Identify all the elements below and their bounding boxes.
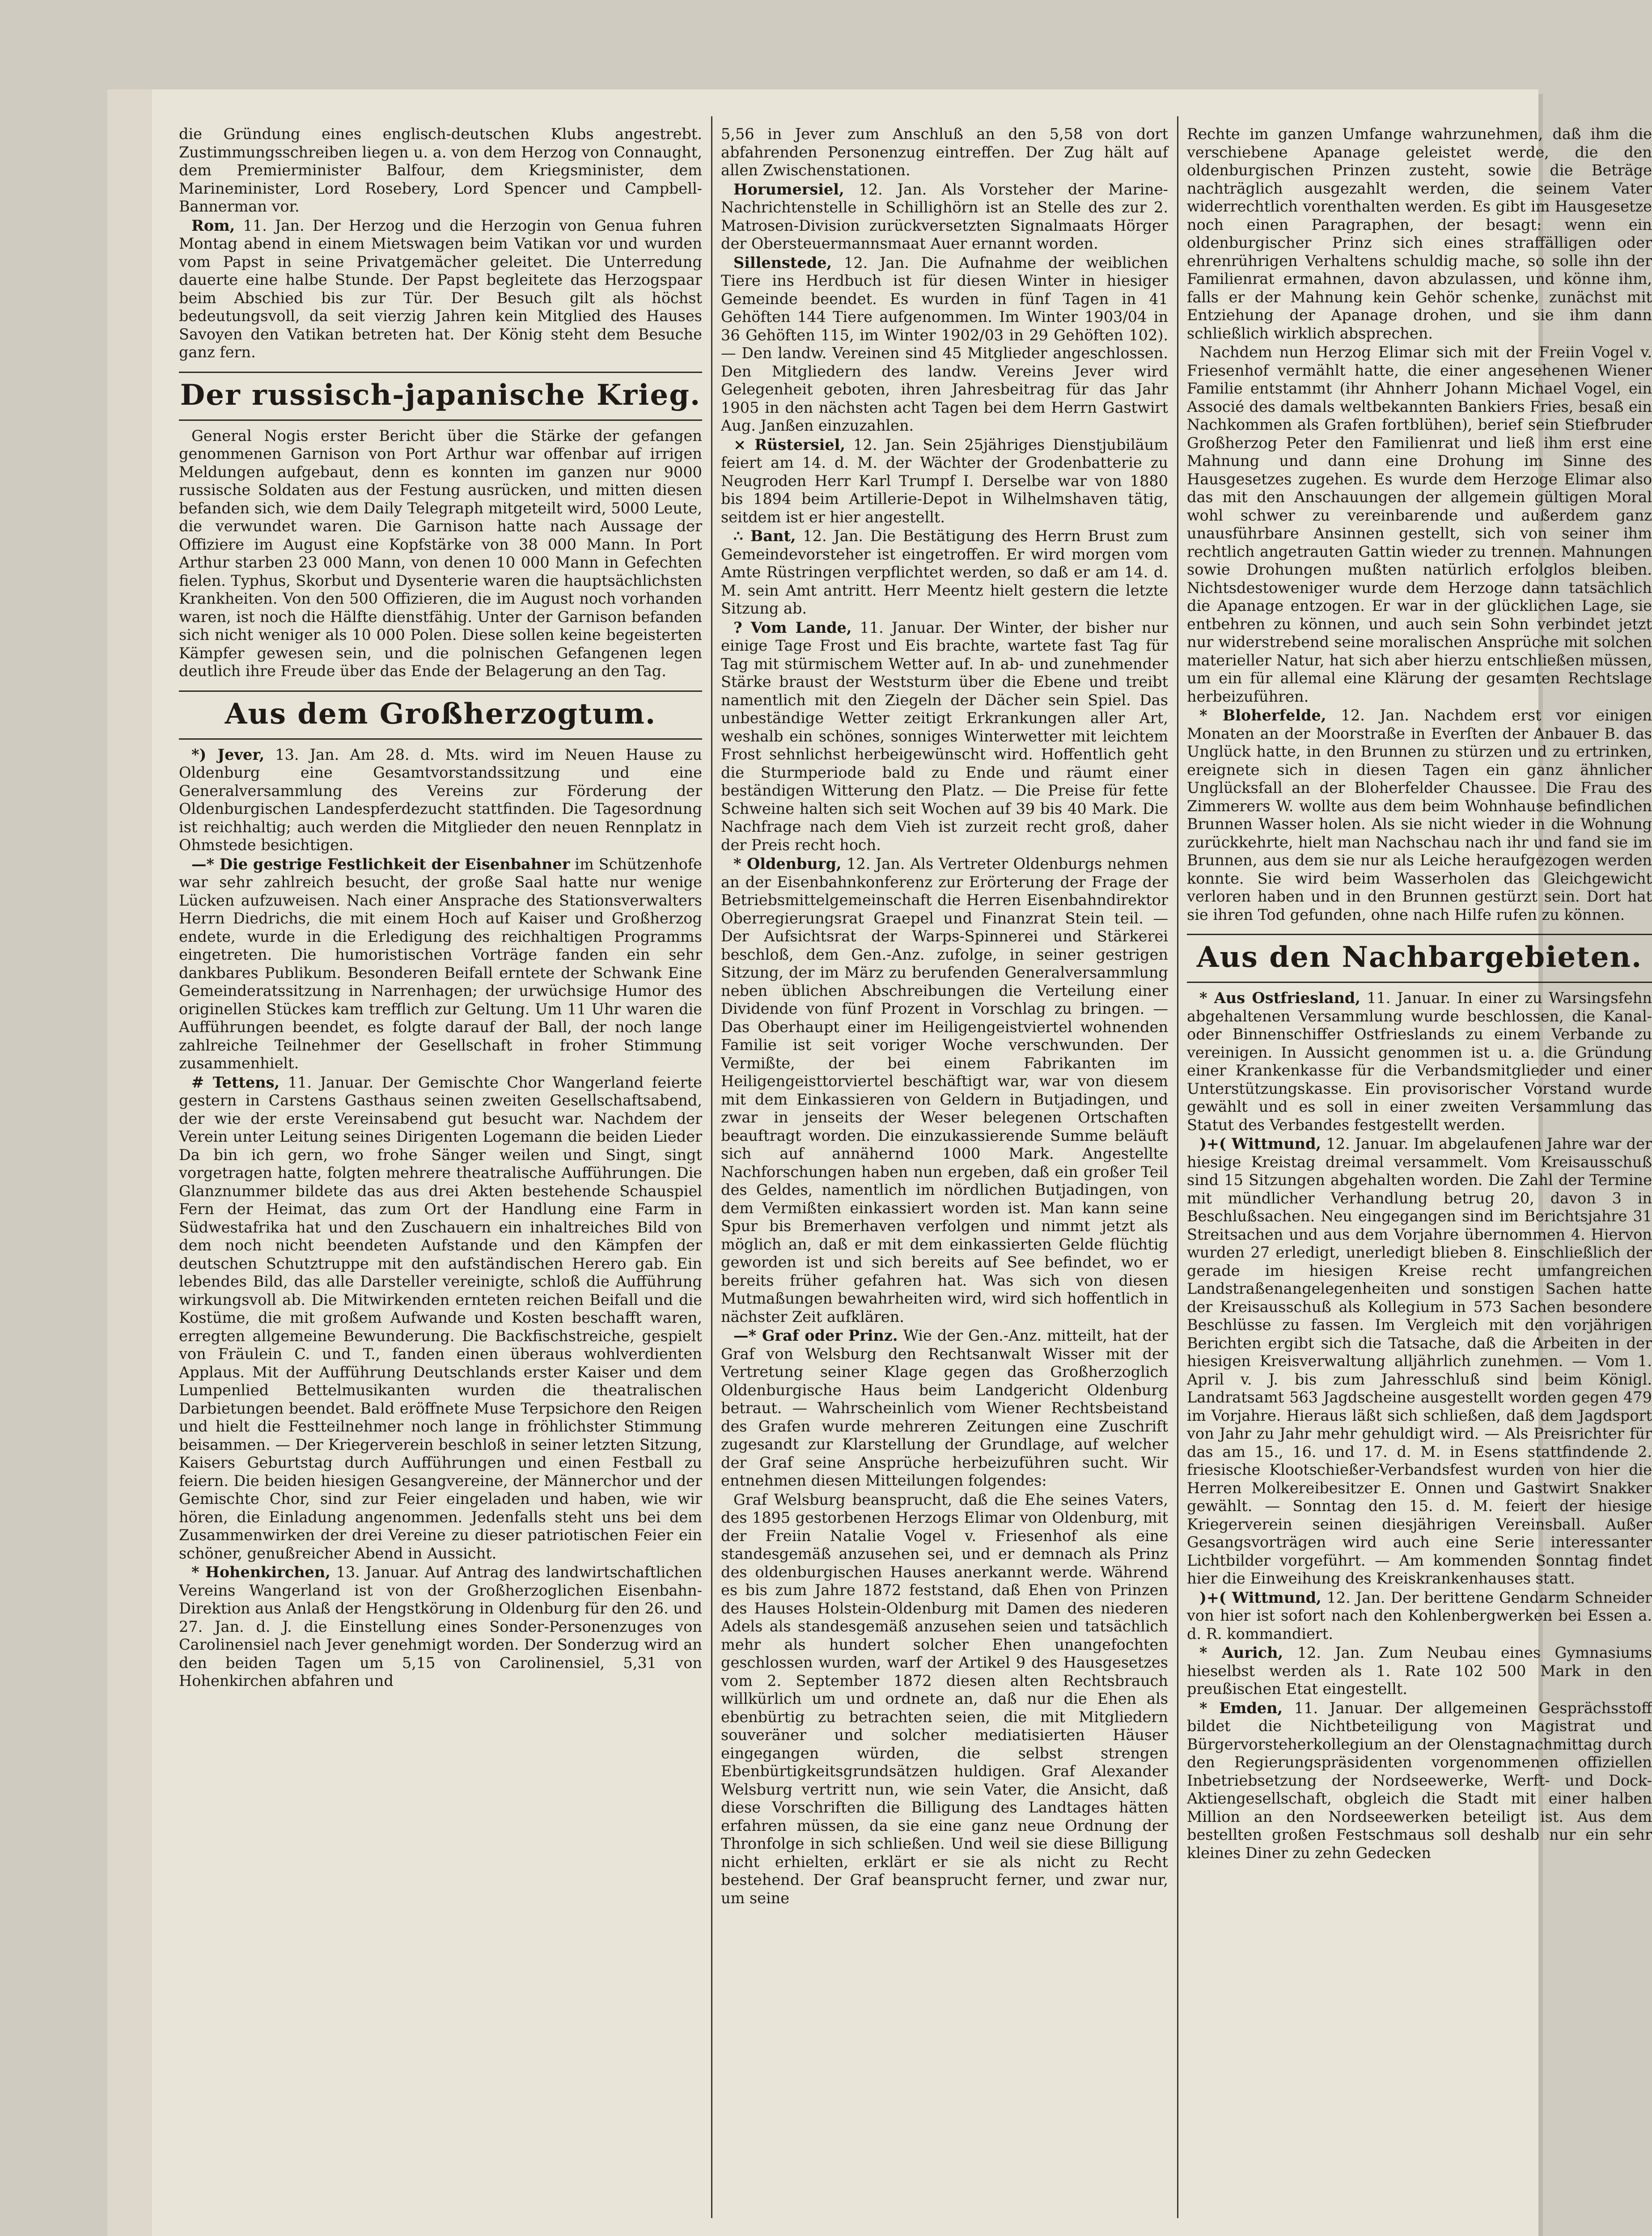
dateline: )+( Wittmund, [1199,1135,1322,1152]
dateline: Rom, [191,216,235,234]
article-paragraph [1187,1589,1652,1643]
article-paragraph [1187,989,1652,1134]
article-paragraph [179,746,702,855]
paragraph-text: die Gründung eines englisch-deutschen Klubs angestrebt. Zustimmungsschreiben liegen u. a. von dem Herzog von Connaught, dem Premierminister Balfour, dem Kriegsminister, dem Marineminister, Lord Rosebery, Lord Spencer und Campbell-Bannerman vor. [179,125,702,215]
paragraph-text: 12. Jan. Zum Neubau eines Gymnasiums hieselbst werden als 1. Rate 102 500 Mark in den preußischen Etat eingestellt. [1187,1644,1652,1698]
paragraph-text: Nachdem nun Herzog Elimar sich mit der Freiin Vogel v. Friesenhof vermählt hatte, die einer angesehenen Wiener Familie entstammt (ihr Ahnherr Johann Michael Vogel, ein Associé des damals weltbekannten Bankiers Fries, besaß ein Nachkommen als Grafen fortblühen), berief sein Stiefbruder Großherzog Peter den Familienrat und ließ ihm erst eine Mahnung und dann eine Drohung im Sinne des Hausgesetzes zugehen. Es wurde dem Herzoge Elimar also das mit den Anschauungen der allgemein gültigen Moral wohl schwer zu vereinbarende und außerdem ganz unausführbare Ansinnen gestellt, sich von seiner ihm rechtlich angetrauten Gattin wieder zu trennen. Mahnungen sowie Drohungen mußten natürlich erfolglos bleiben. Nichtsdestoweniger wurde dem Herzoge dann tatsächlich die Apanage entzogen. Er war in der glücklichen Lage, sie entbehren zu können, und auch sein Sohn verbindet jetzt nur widerstrebend seine moralischen Ansprüche mit solchen materieller Natur, hat sich aber hierzu entschließen müssen, um ein für allemal eine Klärung der gesamten Rechtslage herbeizuführen. [1187,343,1652,705]
dateline: )+( Wittmund, [1199,1588,1322,1606]
article-paragraph [179,217,702,362]
section-heading: Aus den Nachbargebieten. [1187,934,1652,983]
article-paragraph [1187,343,1652,706]
article-paragraph [721,181,1168,253]
paragraph-text: 12. Jan. Die Aufnahme der weiblichen Tiere ins Herdbuch ist für diesen Winter in hiesiger Gemeinde beendet. Es wurden in fünf Tagen in 41 Gehöften 144 Tiere aufgenommen. Im Winter 1903/04 in 36 Gehöften 115, im Winter 1902/03 in 29 Gehöften 102). — Den landw. Vereinen sind 45 Mitglieder angeschlossen. Den Mitgliedern des landw. Vereins Jever wird Gelegenheit geboten, ihren Jahresbeitrag für das Jahr 1905 in den nächsten acht Tagen bei dem Herrn Gastwirt Aug. Janßen einzuzahlen. [721,254,1168,434]
article-paragraph [721,855,1168,1326]
dateline: × Rüstersiel, [733,436,845,453]
article-paragraph [1187,1135,1652,1588]
paragraph-text: 11. Januar. In einer zu Warsingsfehn abgehaltenen Versammlung wurde beschlossen, die Kanal- oder Binnenschiffer Ostfrieslands zu einem Verbande zu vereinigen. In Aussicht genommen ist u. a. die Gründung einer Krankenkasse für die Verbandsmitglieder und einer Unterstützungskasse. Ein provisorischer Vorstand wurde gewählt und es soll in einer zweiten Versammlung das Statut des Verbandes festgestellt werden. [1187,989,1652,1134]
article-paragraph [721,527,1168,618]
column-divider [1177,116,1178,2218]
dateline: * Aurich, [1199,1644,1283,1661]
paragraph-text: Wie der Gen.-Anz. mitteilt, hat der Graf von Welsburg den Rechtsanwalt Wisser mit der Vertretung seiner Klage gegen das Großherzoglich Oldenburgische Haus beim Landgericht Oldenburg betraut. — Wahrscheinlich vom Wiener Rechtsbeistand des Grafen wurde mehreren Zeitungen eine Zuschrift zugesandt zur Klarstellung der Grundlage, auf welcher der Graf seine Ansprüche herbeizuführen sucht. Wir entnehmen diesen Mitteilungen folgendes: [721,1327,1168,1489]
article-paragraph [1187,1699,1652,1863]
paragraph-text: Graf Welsburg beansprucht, daß die Ehe seines Vaters, des 1895 gestorbenen Herzogs Elimar von Oldenburg, mit der Freiin Natalie Vogel v. Friesenhof als eine standesgemäß anzusehen sei, und er demnach als Prinz des oldenburgischen Hauses anerkannt werde. Während es bis zum Jahre 1872 feststand, daß Ehen von Prinzen des Hauses Holstein-Oldenburg mit Damen des niederen Adels als standesgemäß anzusehen seien und tatsächlich mehr als hundert solcher Ehen unangefochten geschlossen wurden, warf der Artikel 9 des Hausgesetzes vom 2. September 1872 diesen alten Rechtsbrauch willkürlich um und ordnete an, daß nur die Ehen als ebenbürtig zu betrachten seien, die mit Mitgliedern souveräner und solcher mediatisierten Häuser eingegangen würden, die selbst strengen Ebenbürtigkeitsgrundsätzen huldigen. Graf Alexander Welsburg vertritt nun, wie sein Vater, die Ansicht, daß diese Vorschriften die Billigung des Landtages hätten erfahren müssen, da sie eine ganz neue Ordnung der Thronfolge in sich schließen. Und weil sie diese Billigung nicht erhielten, erklärt er sie als nicht zu Recht bestehend. Der Graf beansprucht ferner, und zwar nur, um seine [721,1491,1168,1907]
dateline: * Emden, [1199,1699,1283,1717]
paragraph-text: 12. Jan. Der berittene Gendarm Schneider von hier ist sofort nach den Kohlenbergwerken bei Essen a. d. R. kommandiert. [1187,1588,1652,1643]
paragraph-text: Rechte im ganzen Umfange wahrzunehmen, daß ihm die verschiebene Apanage geleistet werde, die den oldenburgischen Prinzen zusteht, sowie die Beträge nachträglich ausgezahlt werden, die seinem Vater widerrechtlich vorenthalten werden. Es gibt im Hausgesetze noch einen Paragraphen, der besagt: wenn ein oldenburgischer Prinz sich eines straffälligen oder ehrenrührigen Verhaltens schuldig mache, so solle ihn der Familienrat ermahnen, davon abzulassen, und könne ihm, falls er der Mahnung kein Gehör schenke, zunächst mit Entziehung der Apanage drohen, und sie ihm dann schließlich wirklich absprechen. [1187,125,1652,342]
section-heading: Der russisch-japanische Krieg. [179,372,702,421]
article-paragraph [179,427,702,681]
paragraph-text: 12. Januar. Im abgelaufenen Jahre war der hiesige Kreistag dreimal versammelt. Vom Kreisausschuß sind 15 Sitzungen abgehalten worden. Die Zahl der Termine mit mündlicher Verhandlung betrug 20, davon 3 in Beschlußsachen. Neu eingegangen sind im Berichtsjahre 31 Streitsachen und aus dem Vorjahre übernommen 4. Hiervon wurden 27 erledigt, unerledigt blieben 8. Einschließlich der gerade im hiesigen Kreise recht umfangreichen Landstraßenangelegenheiten und sonstigen Sachen hatte der Kreisausschuß als Kollegium in 573 Sachen besondere Beschlüsse zu fassen. Im Vergleich mit den vorjährigen Berichten ergibt sich die Tatsache, daß die Arbeiten in der hiesigen Kreisverwaltung alljährlich zunehmen. — Vom 1. April v. J. bis zum Jahresschluß sind beim Königl. Landratsamt 563 Jagdscheine ausgestellt worden gegen 479 im Vorjahre. Hieraus läßt sich schließen, daß dem Jagdsport von Jahr zu Jahr mehr gehuldigt wird. — Als Preisrichter für das am 15., 16. und 17. d. M. in Esens stattfindende 2. friesische Klootschießer-Verbandsfest wurden von hier die Herren Molkereibesitzer E. Onnen und Gastwirt Snakker gewählt. — Sonntag den 15. d. M. feiert der hiesige Kriegerverein seinen diesjährigen Vereinsball. Außer Gesangsvorträgen wird auch eine Serie interessanter Lichtbilder vorgeführt. — Am kommenden Sonntag findet hier die Einweihung des Kreiskrankenhauses statt. [1187,1135,1652,1587]
dateline: —* Die gestrige Festlichkeit der Eisenbahner [191,855,570,873]
article-paragraph [179,125,702,216]
dateline: ∴ Bant, [733,527,796,545]
dateline: * Bloherfelde, [1199,707,1326,724]
paragraph-text: General Nogis erster Bericht über die Stärke der gefangen genommenen Garnison von Port Arthur war offenbar auf irrigen Meldungen aufgebaut, denn es konnten im ganzen nur 9000 russische Soldaten aus der Festung ausrücken, und mitten diesen befanden sich, wie dem Daily Telegraph mitgeteilt wird, 5000 Leute, die verwundet waren. Die Garnison hatte nach Aussage der Offiziere im August eine Kopfstärke von 38 000 Mann. In Port Arthur starben 23 000 Mann, von denen 10 000 Mann in Gefechten fielen. Typhus, Skorbut und Dysenterie waren die hauptsächlichsten Krankheiten. Von den 500 Offizieren, die im August noch vorhanden waren, ist noch die Hälfte dienstfähig. Unter der Garnison befanden sich nicht weniger als 10 000 Polen. Diese sollen keine begeisterten Kämpfer gewesen sein, und die polnischen Gefangenen legen deutlich ihre Freude über das Ende der Belagerung an den Tag. [179,427,702,680]
article-paragraph [721,619,1168,855]
column-middle [721,125,1168,2209]
article-paragraph [179,855,702,1073]
dateline: * Aus Ostfriesland, [1199,989,1360,1007]
article-paragraph [721,254,1168,435]
dateline: Sillenstede, [733,254,832,271]
article-paragraph [721,125,1168,180]
article-paragraph [721,436,1168,527]
dateline: ? Vom Lande, [733,618,852,636]
paragraph-text: 12. Jan. Nachdem erst vor einigen Monaten an der Moorstraße in Everſten der Anbauer B. das Unglück hatte, in den Brunnen zu stürzen und zu ertrinken, ereignete sich in diesen Tagen ein ganz ähnlicher Unglücksfall an der Bloherfelder Chaussee. Die Frau des Zimmerers W. wollte aus dem beim Wohnhause befindlichen Brunnen Wasser holen. Als sie nicht wieder in die Wohnung zurückkehrte, hielt man Nachschau nach ihr und fand sie im Brunnen, aus dem sie nur als Leiche heraufgezogen werden konnte. Sie wird beim Wasserholen das Gleichgewicht verloren haben und in den Brunnen gestürzt sein. Dort hat sie ihren Tod gefunden, ohne nach Hilfe rufen zu können. [1187,707,1652,923]
article-paragraph [721,1327,1168,1490]
article-paragraph [1187,125,1652,343]
dateline: # Tettens, [191,1073,280,1091]
article-paragraph [1187,707,1652,924]
paragraph-text: 5,56 in Jever zum Anschluß an den 5,58 von dort abfahrenden Personenzug eintreffen. Der Zug hält auf allen Zwischenstationen. [721,125,1168,179]
article-paragraph [179,1563,702,1690]
dateline: Horumersiel, [733,180,844,198]
article-paragraph [179,1074,702,1563]
paragraph-text: 12. Jan. Als Vertreter Oldenburgs nehmen an der Eisenbahnkonferenz zur Erörterung der Frage der Betriebsmittelgemeinschaft die Herren Eisenbahndirektor Oberregierungsrat Graepel und Finanzrat Stein teil. — Der Aufsichtsrat der Warps-Spinnerei und Stärkerei beschloß, dem Gen.-Anz. zufolge, in seiner gestrigen Sitzung, der im März zu berufenden Generalversammlung neben üblichen Abschreibungen die Verteilung einer Dividende von fünf Prozent in Vorschlag zu bringen. — Das Oberhaupt einer im Heiligengeistviertel wohnenden Familie ist seit voriger Woche verschwunden. Der Vermißte, der bei einem Fabrikanten im Heiligengeisttorviertel beschäftigt war, war von diesem mit dem Einkassieren von Geldern in Butjadingen, und zwar in jenseits der Weser belegenen Ortschaften beauftragt worden. Die einzukassierende Summe beläuft sich auf annähernd 1000 Mark. Angestellte Nachforschungen haben nun ergeben, daß ein großer Teil des Geldes, namentlich im nördlichen Butjadingen, von dem Vermißten einkassiert worden ist. Man kann seine Spur bis Bremerhaven verfolgen und nimmt jetzt als möglich an, daß er mit dem einkassierten Gelde flüchtig geworden ist und sich bereits auf See befindet, wo er bereits früher gefahren hat. Was sich von diesen Mutmaßungen bewahrheiten wird, wird sich hoffentlich in nächster Zeit aufklären. [721,855,1168,1326]
section-heading: Aus dem Großherzogtum. [179,690,702,740]
paragraph-text: 12. Jan. Als Vorsteher der Marine-Nachrichtenstelle in Schillighörn ist an Stelle des zur 2. Matrosen-Division zurückversetzten Signalmaats Hörger der Obersteuermannsmaat Auer ernannt worden. [721,180,1168,252]
dateline: * Oldenburg, [733,855,842,872]
paragraph-text: 11. Jan. Der Herzog und die Herzogin von Genua fuhren Montag abend in einem Mietswagen beim Vatikan vor und wurden vom Papst in seine Privatgemächer geleitet. Die Unterredung dauerte eine halbe Stunde. Der Papst begleitete das Herzogspaar beim Abschied bis zur Tür. Der Besuch gilt als höchst bedeutungsvoll, da seit vierzig Jahren kein Mitglied des Hauses Savoyen den Vatikan betreten hat. Der König steht dem Besuche ganz fern. [179,216,702,361]
dateline: *) Jever, [191,745,265,763]
article-paragraph [1187,1644,1652,1698]
paragraph-text: 12. Jan. Die Bestätigung des Herrn Brust zum Gemeindevorsteher ist eingetroffen. Er wird morgen vom Amte Rüstringen verpflichtet werden, so daß er am 14. d. M. sein Amt antritt. Herr Meentz hielt gestern die letzte Sitzung ab. [721,527,1168,617]
paragraph-text: 11. Januar. Der allgemeinen Gesprächsstoff bildet die Nichtbeteiligung von Magistrat und Bürgervorsteherkollegium an der Olenstagnachmittag durch den Regierungspräsidenten vorgenommenen offiziellen Inbetriebsetzung der Nordseewerke, Werft- und Dock-Aktiengesellschaft, obgleich die Stadt mit einer halben Million an den Nordseewerken beteiligt ist. Aus dem bestellten großen Festschmaus soll deshalb nur ein sehr kleines Diner zu zehn Gedecken [1187,1699,1652,1862]
paragraph-text: im Schützenhofe war sehr zahlreich besucht, der große Saal hatte nur wenige Lücken aufzuweisen. Nach einer Ansprache des Stationsverwalters Herrn Diedrichs, die mit einem Hoch auf Kaiser und Großherzog endete, wurde in die Erledigung des reichhaltigen Programms eingetreten. Die humoristischen Vorträge fanden ein sehr dankbares Publikum. Besonderen Beifall erntete der Schwank Eine Gemeinderatssitzung in Narrenhagen; der urwüchsige Humor des originellen Stückes kam trefflich zur Geltung. Um 11 Uhr waren die Aufführungen beendet, es folgte darauf der Ball, der noch lange zahlreiche Teilnehmer der Gesellschaft in froher Stimmung zusammenhielt. [179,855,702,1072]
paragraph-text: 11. Januar. Der Winter, der bisher nur einige Tage Frost und Eis brachte, wartete fast Tag für Tag mit stürmischem Wetter auf. In ab- und zunehmender Stärke braust der Weststurm über die Ebene und treibt namentlich mit den Ziegeln der Dächer sein Spiel. Das unbeständige Wetter zeitigt Erkrankungen aller Art, weshalb ein schönes, sonniges Winterwetter mit leichtem Frost sehnlichst herbeigewünscht wird. Hoffentlich geht die Sturmperiode bald zu Ende und räumt einer beständigen Witterung den Platz. — Die Preise für fette Schweine halten sich seit Wochen auf 39 bis 40 Mark. Die Nachfrage nach dem Vieh ist zurzeit recht groß, daher der Preis recht hoch. [721,618,1168,854]
paragraph-text: 11. Januar. Der Gemischte Chor Wangerland feierte gestern in Carstens Gasthaus seinen zweiten Gesellschaftsabend, der wie der erste Vereinsabend gut besucht war. Nachdem der Verein unter Leitung seines Dirigenten Logemann die beiden Lieder Da bin ich gern, wo frohe Sänger weilen und Singt, singt vorgetragen hatte, folgten mehrere theatralische Aufführungen. Die Glanznummer bildete das aus drei Akten bestehende Schauspiel Fern der Heimat, das zum Ort der Handlung eine Farm in Südwestafrika hat und den Zuschauern ein inhaltreiches Bild von dem noch nicht beendeten Aufstande und den Kämpfen der deutschen Schutztruppe mit den aufständischen Herero gab. Ein lebendes Bild, das alle Darsteller vereinigte, schloß die Aufführung wirkungsvoll ab. Die Mitwirkenden ernteten reichen Beifall und die Kostüme, die mit großem Aufwande und Kosten beschafft waren, erregten allgemeine Bewunderung. Die Backfischstreiche, gespielt von Fräulein C. und T., fanden einen überaus wohlverdienten Applaus. Mit der Aufführung Deutschlands erster Kaiser und dem Lumpenlied Bettelmusikanten wurden die theatralischen Darbietungen beendet. Bald eröffnete Muse Terpsichore den Reigen und hielt die Festteilnehmer noch lange in fröhlichster Stimmung beisammen. — Der Kriegerverein beschloß in seiner letzten Sitzung, Kaisers Geburtstag durch Aufführungen und einen Festball zu feiern. Die beiden hiesigen Gesangvereine, der Männerchor und der Gemischte Chor, sind zur Feier eingeladen und haben, wie wir hören, die Einladung angenommen. Jedenfalls steht uns bei dem Zusammenwirken der drei Vereine zu dieser patriotischen Feier ein schöner, genußreicher Abend in Aussicht. [179,1073,702,1562]
column-left [179,125,702,2209]
dateline: * Hohenkirchen, [191,1563,330,1581]
paragraph-text: 13. Januar. Auf Antrag des landwirtschaftlichen Vereins Wangerland ist von der Großherzoglichen Eisenbahn-Direktion aus Anlaß der Hengstkörung in Oldenburg für den 26. und 27. Jan. d. J. die Einstellung eines Sonder-Personenzuges von Carolinensiel nach Jever genehmigt worden. Der Sonderzug wird an den beiden Tagen um 5,15 von Carolinensiel, 5,31 von Hohenkirchen abfahren und [179,1563,702,1690]
paragraph-text: 13. Jan. Am 28. d. Mts. wird im Neuen Hause zu Oldenburg eine Gesamtvorstandssitzung und eine Generalversammlung des Vereins zur Förderung der Oldenburgischen Landespferdezucht stattfinden. Die Tagesordnung ist reichhaltig; auch werden die Mitglieder den neuen Rennplatz in Ohmstede besichtigen. [179,745,702,854]
dateline: —* Graf oder Prinz. [733,1327,898,1344]
column-right [1187,125,1652,2209]
article-paragraph [721,1491,1168,1908]
page-gutter [107,89,152,2236]
newspaper-page [107,89,1652,2236]
paragraph-text: 12. Jan. Sein 25jähriges Dienstjubiläum feiert am 14. d. M. der Wächter der Grodenbatterie zu Neugroden Herr Karl Trumpf I. Derselbe war von 1880 bis 1894 beim Artillerie-Depot in Wilhelmshaven tätig, seitdem ist er hier angestellt. [721,436,1169,526]
column-divider [711,116,712,2218]
